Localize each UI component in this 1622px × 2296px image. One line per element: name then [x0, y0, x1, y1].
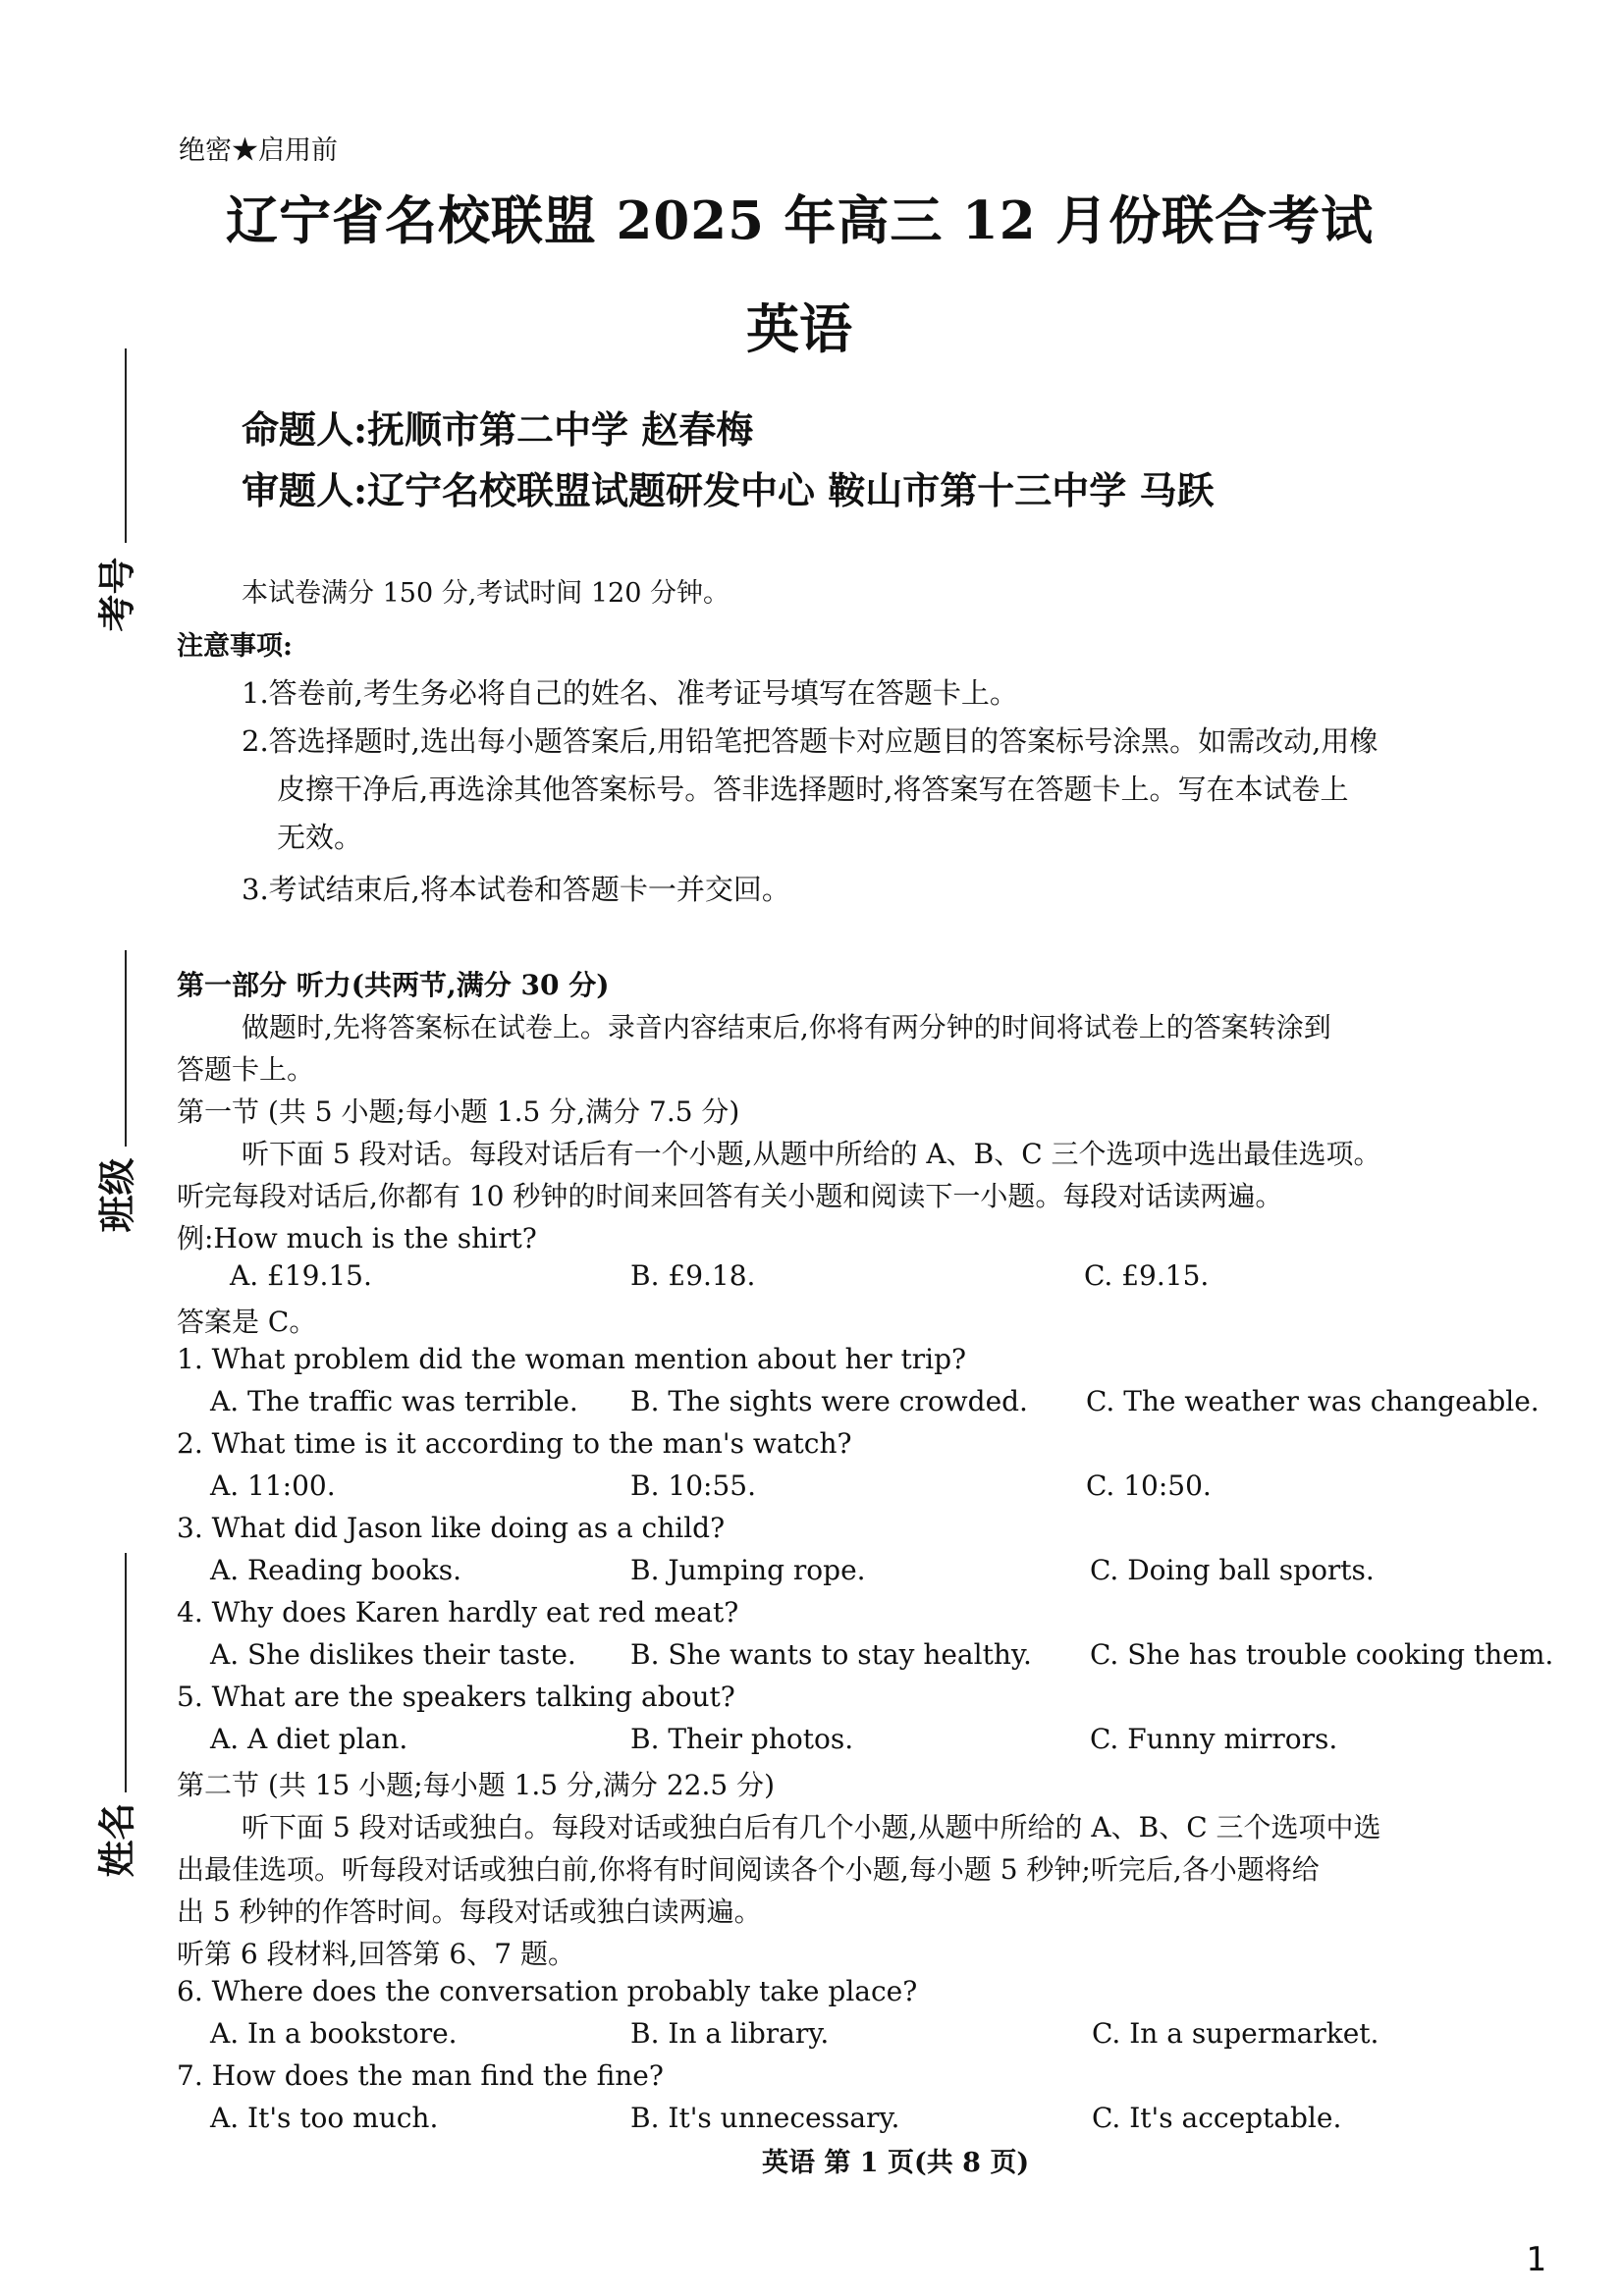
option: A. A diet plan.	[210, 1723, 408, 1755]
confidential-mark: 绝密★启用前	[179, 135, 338, 166]
option: B. She wants to stay healthy.	[630, 1638, 1032, 1671]
example-option: A. £19.15.	[230, 1259, 372, 1292]
question: 7. How does the man find the fine?	[177, 2059, 664, 2092]
option: B. In a library.	[630, 2017, 830, 2050]
option: A. Reading books.	[210, 1554, 461, 1586]
example-option: B. £9.18.	[630, 1259, 756, 1292]
option: A. In a bookstore.	[210, 2017, 458, 2050]
material-instruction: 听第 6 段材料,回答第 6、7 题。	[177, 1938, 575, 1970]
name-line	[125, 1553, 127, 1792]
option: B. It's unnecessary.	[630, 2102, 900, 2134]
note-item: 2.答选择题时,选出每小题答案后,用铅笔把答题卡对应题目的答案标号涂黑。如需改动,用橡	[242, 724, 1379, 758]
part1-heading: 第一部分 听力(共两节,满分 30 分)	[177, 969, 610, 1001]
option: C. 10:50.	[1086, 1469, 1212, 1502]
page-number: 1	[1526, 2240, 1546, 2279]
option: C. She has trouble cooking them.	[1090, 1638, 1554, 1671]
note-item: 1.答卷前,考生务必将自己的姓名、准考证号填写在答题卡上。	[242, 676, 1018, 710]
section1-intro: 听下面 5 段对话。每段对话后有一个小题,从题中所给的 A、B、C 三个选项中选出最佳选项。	[242, 1138, 1381, 1170]
option: C. Funny mirrors.	[1090, 1723, 1338, 1755]
option: B. The sights were crowded.	[630, 1385, 1028, 1417]
example-answer: 答案是 C。	[177, 1306, 317, 1338]
option: A. 11:00.	[210, 1469, 336, 1502]
page-footer: 英语 第 1 页(共 8 页)	[762, 2148, 1030, 2178]
section2-intro: 出最佳选项。听每段对话或独白前,你将有时间阅读各个小题,每小题 5 秒钟;听完后,各小题将给	[177, 1853, 1320, 1886]
option: C. It's acceptable.	[1092, 2102, 1342, 2134]
note-item-continued: 皮擦干净后,再选涂其他答案标号。答非选择题时,将答案写在答题卡上。写在本试卷上	[277, 773, 1349, 806]
question: 6. Where does the conversation probably take place?	[177, 1975, 918, 2007]
part1-intro: 做题时,先将答案标在试卷上。录音内容结束后,你将有两分钟的时间将试卷上的答案转涂到	[242, 1011, 1331, 1043]
name-label: 姓名	[94, 1802, 139, 1878]
example-question: 例:How much is the shirt?	[177, 1222, 537, 1255]
question-reviewer: 审题人:辽宁名校联盟试题研发中心 鞍山市第十三中学 马跃	[242, 468, 1215, 512]
note-item-continued: 无效。	[277, 821, 363, 854]
option: C. Doing ball sports.	[1090, 1554, 1375, 1586]
option: C. In a supermarket.	[1092, 2017, 1379, 2050]
option: C. The weather was changeable.	[1086, 1385, 1540, 1417]
notes-heading: 注意事项:	[177, 631, 293, 662]
exam-no-line	[125, 348, 127, 543]
option: A. It's too much.	[210, 2102, 439, 2134]
option: A. The traffic was terrible.	[210, 1385, 578, 1417]
question: 5. What are the speakers talking about?	[177, 1681, 735, 1713]
section2-intro: 出 5 秒钟的作答时间。每段对话或独白读两遍。	[177, 1896, 762, 1928]
question: 1. What problem did the woman mention about her trip?	[177, 1343, 967, 1375]
option: A. She dislikes their taste.	[210, 1638, 576, 1671]
class-line	[125, 950, 127, 1147]
note-item: 3.考试结束后,将本试卷和答题卡一并交回。	[242, 873, 790, 906]
example-option: C. £9.15.	[1084, 1259, 1210, 1292]
question: 4. Why does Karen hardly eat red meat?	[177, 1596, 739, 1629]
part1-intro: 答题卡上。	[177, 1053, 315, 1086]
question: 2. What time is it according to the man's watch?	[177, 1427, 852, 1460]
exam-no-label: 考号	[94, 557, 139, 632]
question-setter: 命题人:抚顺市第二中学 赵春梅	[242, 407, 754, 452]
subject-title: 英语	[746, 297, 852, 360]
option: B. Jumping rope.	[630, 1554, 866, 1586]
option: B. Their photos.	[630, 1723, 854, 1755]
class-label: 班级	[94, 1157, 139, 1233]
exam-info: 本试卷满分 150 分,考试时间 120 分钟。	[242, 578, 730, 609]
page-title: 辽宁省名校联盟 2025 年高三 12 月份联合考试	[226, 190, 1375, 251]
option: B. 10:55.	[630, 1469, 756, 1502]
section2-intro: 听下面 5 段对话或独白。每段对话或独白后有几个小题,从题中所给的 A、B、C 三个选项中选	[242, 1811, 1381, 1843]
section2-heading: 第二节 (共 15 小题;每小题 1.5 分,满分 22.5 分)	[177, 1769, 775, 1801]
section1-heading: 第一节 (共 5 小题;每小题 1.5 分,满分 7.5 分)	[177, 1095, 740, 1128]
section1-intro: 听完每段对话后,你都有 10 秒钟的时间来回答有关小题和阅读下一小题。每段对话读两遍。	[177, 1180, 1283, 1212]
question: 3. What did Jason like doing as a child?	[177, 1512, 726, 1544]
